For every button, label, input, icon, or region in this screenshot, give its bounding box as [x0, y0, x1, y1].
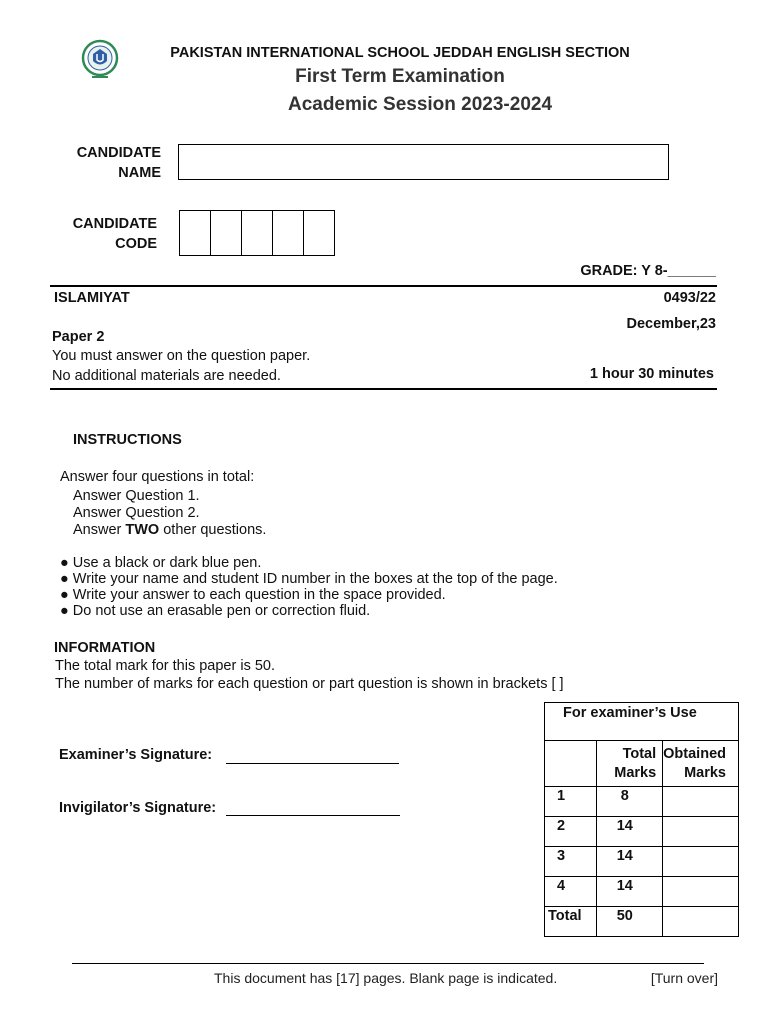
- candidate-name-label: CANDIDATE NAME: [76, 145, 161, 181]
- code-digit-box[interactable]: [211, 211, 242, 255]
- page-count-note: This document has [17] pages. Blank page is indicated.: [214, 970, 558, 986]
- answer-note: You must answer on the question paper.: [52, 348, 311, 364]
- bullet-pen: ● Use a black or dark blue pen.: [60, 555, 262, 571]
- question-total-marks: 14: [596, 817, 662, 847]
- code-digit-box[interactable]: [273, 211, 304, 255]
- grand-total-marks: 50: [596, 907, 662, 937]
- instruction-q2: Answer Question 2.: [73, 505, 200, 521]
- bullet-name-id: ● Write your name and student ID number in the boxes at the top of the page.: [60, 571, 558, 587]
- exam-duration: 1 hour 30 minutes: [589, 366, 714, 382]
- header-empty-cell: [545, 741, 597, 787]
- subject-name: ISLAMIYAT: [54, 290, 130, 306]
- question-number: 4: [545, 877, 597, 907]
- paper-code: 0493/22: [663, 290, 716, 306]
- turn-over-note: [Turn over]: [650, 970, 718, 986]
- paper-number: Paper 2: [52, 329, 105, 345]
- code-digit-box[interactable]: [242, 211, 273, 255]
- obtained-marks-cell[interactable]: [663, 817, 739, 847]
- obtained-total-cell[interactable]: [663, 907, 739, 937]
- divider-top: [50, 285, 717, 287]
- bullet-no-erasable: ● Do not use an erasable pen or correction fluid.: [60, 603, 371, 619]
- exam-date: December,23: [626, 316, 716, 332]
- obtained-marks-cell[interactable]: [663, 787, 739, 817]
- information-total: The total mark for this paper is 50.: [55, 658, 276, 674]
- obtained-marks-cell[interactable]: [663, 877, 739, 907]
- examiner-signature-line[interactable]: [226, 763, 399, 764]
- instructions-heading: INSTRUCTIONS: [73, 432, 182, 448]
- question-number: 3: [545, 847, 597, 877]
- question-total-marks: 14: [596, 877, 662, 907]
- question-number: 2: [545, 817, 597, 847]
- academic-session: Academic Session 2023-2024: [287, 94, 553, 115]
- exam-title: First Term Examination: [295, 66, 505, 87]
- instruction-q3: Answer TWO other questions.: [73, 522, 267, 538]
- obtained-marks-cell[interactable]: [663, 847, 739, 877]
- school-name: PAKISTAN INTERNATIONAL SCHOOL JEDDAH ENGLISH SECTION: [170, 45, 630, 61]
- code-digit-box[interactable]: [180, 211, 211, 255]
- instructions-intro: Answer four questions in total:: [60, 469, 255, 485]
- invigilator-signature-label: Invigilator’s Signature:: [59, 800, 217, 816]
- materials-note: No additional materials are needed.: [52, 368, 281, 384]
- question-total-marks: 14: [596, 847, 662, 877]
- total-label: Total: [545, 907, 597, 937]
- bullet-answer-space: ● Write your answer to each question in the space provided.: [60, 587, 446, 603]
- examiner-table-title: For examiner’s Use: [545, 703, 739, 741]
- invigilator-signature-line[interactable]: [226, 815, 400, 816]
- obtained-marks-header: Obtained Marks: [663, 741, 739, 787]
- question-total-marks: 8: [596, 787, 662, 817]
- candidate-code-boxes[interactable]: [179, 210, 335, 256]
- total-marks-header: Total Marks: [596, 741, 662, 787]
- examiner-signature-label: Examiner’s Signature:: [59, 747, 213, 763]
- candidate-code-label: CANDIDATE CODE: [72, 216, 157, 252]
- instruction-q1: Answer Question 1.: [73, 488, 200, 504]
- candidate-name-box[interactable]: [178, 144, 669, 180]
- examiner-use-table: [544, 702, 739, 937]
- information-heading: INFORMATION: [54, 640, 156, 656]
- code-digit-box[interactable]: [304, 211, 334, 255]
- question-number: 1: [545, 787, 597, 817]
- information-brackets: The number of marks for each question or part question is shown in brackets [ ]: [55, 676, 564, 692]
- divider-bottom: [50, 388, 717, 390]
- footer-rule: [72, 963, 704, 964]
- grade-label: GRADE: Y 8-______: [580, 263, 716, 279]
